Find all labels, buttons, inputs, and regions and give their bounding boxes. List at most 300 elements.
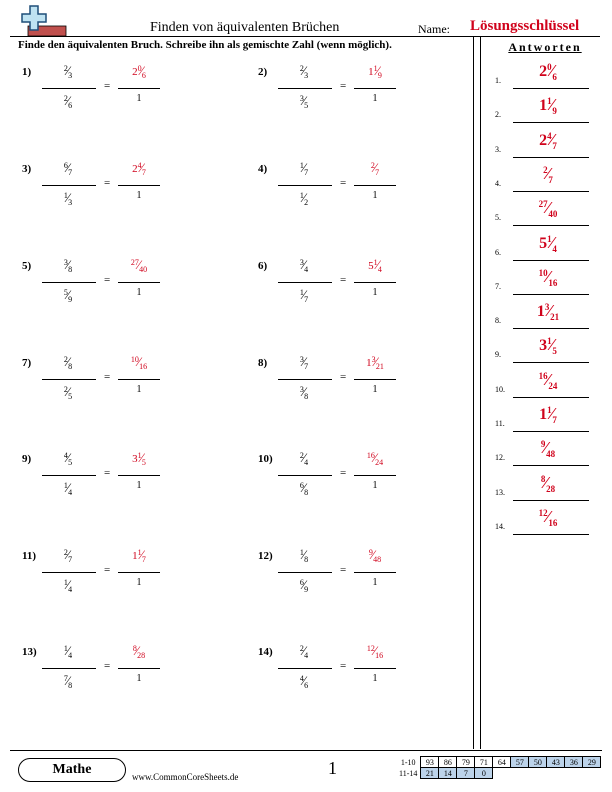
numerator: 1: [373, 258, 378, 267]
answer-fraction-bar: [118, 475, 160, 476]
denominator: 40: [548, 209, 558, 220]
complex-fraction-bar: [42, 88, 96, 89]
answer-denominator: 1: [136, 93, 142, 104]
denominator: 5: [141, 458, 146, 467]
answer-fraction: [539, 232, 557, 254]
whole-number: 5: [368, 260, 374, 272]
denominator: 3: [68, 71, 73, 80]
problem-bottom-fraction: [284, 672, 324, 694]
numerator: 9: [368, 548, 373, 557]
score-cell: 93: [421, 757, 439, 768]
problem-answer: [118, 449, 160, 471]
numerator: 1: [299, 288, 304, 297]
answer-key-value: [513, 302, 583, 321]
complex-fraction-bar: [278, 668, 332, 669]
denominator: 7: [304, 362, 309, 371]
problem: [22, 642, 222, 702]
complex-fraction-bar: [42, 282, 96, 283]
fraction-slash: ⁄: [66, 643, 70, 658]
problem-bottom-fraction: [48, 92, 88, 114]
answer-key-line: [513, 225, 589, 226]
problem-answer: [118, 159, 160, 181]
numerator: 7: [63, 674, 68, 683]
denominator: 48: [546, 449, 556, 460]
answer-key-row: [495, 508, 595, 538]
problem-bottom-fraction: [48, 189, 88, 211]
fraction-slash: ⁄: [66, 160, 70, 175]
problem-number: 13): [22, 646, 37, 658]
fraction-slash: ⁄: [546, 198, 550, 218]
problem-number: 4): [258, 163, 268, 175]
fraction-slash: ⁄: [546, 506, 550, 526]
answer-fraction-bar: [118, 185, 160, 186]
numerator: 1: [299, 161, 304, 170]
fraction: [299, 354, 309, 371]
denominator: 7: [141, 168, 146, 177]
numerator: 2: [299, 64, 304, 73]
fraction-slash: ⁄: [302, 287, 306, 302]
fraction-slash: ⁄: [302, 577, 306, 592]
score-cell: 29: [583, 757, 601, 768]
denominator: 6: [141, 71, 146, 80]
numerator: 0: [137, 64, 142, 73]
answer-key-line: [513, 431, 589, 432]
numerator: 3: [299, 385, 304, 394]
denominator: 6: [552, 72, 557, 82]
answer-key-number: 11.: [495, 419, 505, 428]
denominator: 7: [68, 168, 73, 177]
fraction: [299, 643, 309, 660]
answer-key-value: [513, 474, 583, 493]
complex-fraction-bar: [278, 282, 332, 283]
fraction-slash: ⁄: [66, 354, 70, 369]
fraction: [63, 384, 73, 401]
problem-number: 11): [22, 550, 37, 562]
fraction: [63, 190, 73, 207]
page-title: Finden von äquivalenten Brüchen: [150, 20, 340, 35]
fraction: [299, 63, 309, 80]
fraction: [63, 673, 73, 690]
whole-number: 1: [368, 66, 374, 78]
answer-denominator: 1: [136, 577, 142, 588]
score-table: [397, 756, 601, 779]
answer-fraction-bar: [354, 379, 396, 380]
denominator: 4: [68, 585, 73, 594]
denominator: 16: [375, 651, 384, 660]
answer-denominator: 1: [372, 93, 378, 104]
denominator: 8: [304, 392, 309, 401]
numerator: 2: [370, 161, 375, 170]
complex-fraction-bar: [42, 668, 96, 669]
numerator: 2: [63, 385, 68, 394]
fraction: [63, 257, 73, 274]
numerator: 12: [538, 507, 548, 518]
score-cell: 50: [529, 757, 547, 768]
site-url: www.CommonCoreSheets.de: [132, 772, 239, 782]
problem: [258, 353, 458, 413]
problem-bottom-fraction: [284, 286, 324, 308]
fraction-slash: ⁄: [544, 472, 548, 492]
numerator: 9: [540, 439, 546, 450]
problem-top-fraction: [284, 642, 324, 664]
fraction-slash: ⁄: [66, 577, 70, 592]
answer-key-line: [513, 157, 589, 158]
answer-key-line: [513, 397, 589, 398]
numerator: 1: [547, 336, 552, 347]
answer-key-line: [513, 88, 589, 89]
denominator: 16: [548, 517, 558, 528]
problem: [258, 256, 458, 316]
numerator: 2: [299, 451, 304, 460]
answer-key-number: 9.: [495, 350, 501, 360]
fraction: [299, 384, 309, 401]
problem-top-fraction: [48, 256, 88, 278]
answer-fraction: [366, 354, 384, 371]
footer-divider: [10, 750, 602, 751]
answer-fraction: [540, 472, 556, 494]
fraction-slash: ⁄: [550, 404, 554, 423]
score-cell: 86: [439, 757, 457, 768]
problem-top-fraction: [48, 642, 88, 664]
denominator: 48: [373, 555, 382, 564]
answer-key-number: 3.: [495, 144, 501, 154]
answer-fraction: [538, 266, 558, 288]
equals-sign: =: [340, 177, 347, 189]
answer-key-row: [495, 268, 595, 298]
answer-fraction-bar: [354, 668, 396, 669]
fraction-slash: ⁄: [140, 63, 143, 78]
score-cell: 43: [547, 757, 565, 768]
fraction-slash: ⁄: [302, 547, 306, 562]
answer-key-number: 12.: [495, 453, 505, 463]
score-range-label: 11-14: [399, 768, 418, 778]
answer-key-value: [513, 131, 583, 150]
answer-denominator: 1: [372, 480, 378, 491]
complex-fraction-bar: [42, 379, 96, 380]
answer-fraction: [132, 160, 146, 177]
equals-sign: =: [104, 564, 111, 576]
answer-fraction-bar: [118, 379, 160, 380]
answer-key-value: [513, 165, 583, 184]
answer-key-value: [513, 336, 583, 355]
whole-number: 1: [132, 550, 138, 562]
equals-sign: =: [340, 274, 347, 286]
answer-key-value: [513, 508, 583, 527]
score-cell: 21: [421, 768, 439, 779]
equals-sign: =: [104, 80, 111, 92]
fraction: [63, 450, 73, 467]
fraction: [63, 63, 73, 80]
denominator: 8: [68, 362, 73, 371]
fraction: [63, 354, 73, 371]
fraction-slash: ⁄: [302, 450, 306, 465]
denominator: 28: [137, 651, 146, 660]
denominator: 6: [68, 101, 73, 110]
problem: [22, 353, 222, 413]
header-divider: [10, 36, 600, 37]
answer-fraction: [539, 335, 557, 357]
problem-top-fraction: [48, 546, 88, 568]
numerator: 16: [366, 451, 375, 460]
equals-sign: =: [104, 371, 111, 383]
problem-answer: [354, 642, 396, 664]
answer-fraction: [543, 163, 553, 185]
fraction-slash: ⁄: [137, 354, 141, 369]
problem-answer: [118, 353, 160, 375]
fraction-slash: ⁄: [376, 257, 379, 272]
denominator: 7: [304, 295, 309, 304]
denominator: 7: [141, 555, 146, 564]
answer-key-row: [495, 405, 595, 435]
denominator: 3: [68, 198, 73, 207]
numerator: 8: [132, 644, 137, 653]
denominator: 9: [304, 585, 309, 594]
whole-number: 1: [539, 97, 548, 115]
numerator: 27: [538, 199, 548, 210]
problem-number: 2): [258, 66, 268, 78]
problem-number: 8): [258, 357, 268, 369]
fraction: [299, 190, 309, 207]
instructions: Finde den äquivalenten Bruch. Schreibe ihn als gemischte Zahl (wenn möglich).: [18, 39, 392, 51]
complex-fraction-bar: [42, 572, 96, 573]
answer-fraction: [536, 301, 560, 323]
answer-fraction-bar: [118, 282, 160, 283]
numerator: 8: [540, 473, 546, 484]
complex-fraction-bar: [278, 475, 332, 476]
fraction-slash: ⁄: [548, 301, 552, 321]
answer-key-number: 2.: [495, 110, 501, 120]
answer-denominator: 1: [136, 384, 142, 395]
problem-answer: [354, 449, 396, 471]
score-cell: 71: [475, 757, 493, 768]
problem-bottom-fraction: [284, 383, 324, 405]
answer-fraction-bar: [354, 282, 396, 283]
whole-number: 1: [366, 357, 372, 369]
numerator: 3: [299, 355, 304, 364]
numerator: 1: [547, 233, 552, 244]
fraction-slash: ⁄: [550, 61, 554, 80]
denominator: 8: [68, 265, 73, 274]
denominator: 7: [304, 168, 309, 177]
answer-fraction: [368, 257, 382, 274]
denominator: 5: [552, 346, 557, 357]
score-cell: 7: [457, 768, 475, 779]
numerator: 2: [543, 164, 548, 175]
denominator: 5: [304, 101, 309, 110]
numerator: 2: [63, 548, 68, 557]
numerator: 2: [63, 94, 68, 103]
numerator: 2: [63, 355, 68, 364]
score-cell: 79: [457, 757, 475, 768]
answer-fraction: [538, 198, 558, 220]
answer-key-number: 14.: [495, 521, 505, 531]
answer-fraction: [368, 547, 382, 564]
denominator: 21: [375, 362, 384, 371]
answer-key-row: [495, 474, 595, 504]
answer-fraction-bar: [354, 572, 396, 573]
brand-badge: Mathe: [18, 758, 126, 782]
fraction: [63, 160, 73, 177]
answer-fraction: [540, 438, 556, 460]
answer-key-value: [513, 439, 583, 458]
answer-denominator: 1: [136, 480, 142, 491]
problem-bottom-fraction: [284, 479, 324, 501]
whole-number: 2: [132, 163, 138, 175]
score-range-label: 1-10: [400, 757, 416, 767]
fraction-slash: ⁄: [66, 93, 70, 108]
fraction-slash: ⁄: [546, 369, 550, 389]
fraction: [63, 480, 73, 497]
answer-denominator: 1: [372, 287, 378, 298]
answer-fraction: [539, 95, 557, 117]
answer-denominator: 1: [136, 190, 142, 201]
fraction-slash: ⁄: [135, 643, 139, 658]
answer-denominator: 1: [136, 287, 142, 298]
answer-fraction: [132, 643, 146, 660]
denominator: 7: [375, 168, 380, 177]
fraction-slash: ⁄: [373, 160, 377, 175]
problem-top-fraction: [284, 449, 324, 471]
problem-top-fraction: [284, 256, 324, 278]
problem-bottom-fraction: [284, 576, 324, 598]
problem-answer: [118, 546, 160, 568]
fraction-slash: ⁄: [302, 643, 306, 658]
problem-number: 10): [258, 453, 273, 465]
score-row: [397, 768, 601, 779]
fraction: [299, 257, 309, 274]
problem-top-fraction: [284, 62, 324, 84]
score-cell: 57: [511, 757, 529, 768]
whole-number: 2: [132, 66, 138, 78]
answer-fraction-bar: [354, 475, 396, 476]
whole-number: 2: [539, 131, 548, 149]
denominator: 4: [304, 265, 309, 274]
denominator: 6: [304, 681, 309, 690]
fraction-slash: ⁄: [550, 129, 554, 149]
problem-answer: [354, 62, 396, 84]
denominator: 16: [548, 277, 558, 288]
numerator: 6: [63, 161, 68, 170]
numerator: 3: [371, 355, 376, 364]
score-cell: 64: [493, 757, 511, 768]
numerator: 5: [63, 288, 68, 297]
page-number: 1: [328, 758, 337, 778]
fraction: [63, 287, 73, 304]
answer-key-row: [495, 62, 595, 92]
whole-number: 5: [539, 234, 548, 252]
answer-fraction-bar: [118, 572, 160, 573]
answer-fraction: [366, 450, 384, 467]
numerator: 1: [63, 191, 68, 200]
answer-fraction: [370, 160, 380, 177]
answer-key-line: [513, 534, 589, 535]
answer-key-value: [513, 96, 583, 115]
numerator: 3: [299, 258, 304, 267]
problem-bottom-fraction: [48, 672, 88, 694]
answer-key-number: 5.: [495, 213, 501, 223]
equals-sign: =: [104, 274, 111, 286]
problem-bottom-fraction: [48, 576, 88, 598]
problem-number: 9): [22, 453, 32, 465]
fraction-slash: ⁄: [550, 95, 554, 115]
equals-sign: =: [340, 467, 347, 479]
fraction-slash: ⁄: [302, 257, 306, 272]
denominator: 7: [552, 140, 557, 151]
fraction-slash: ⁄: [302, 480, 306, 495]
fraction-slash: ⁄: [302, 673, 306, 688]
problem-number: 14): [258, 646, 273, 658]
denominator: 7: [548, 174, 553, 185]
problem: [22, 256, 222, 316]
numerator: 12: [366, 644, 375, 653]
answer-key-row: [495, 439, 595, 469]
fraction: [63, 93, 73, 110]
answer-key-line: [513, 328, 589, 329]
numerator: 1: [137, 548, 142, 557]
complex-fraction-bar: [278, 379, 332, 380]
answer-key-row: [495, 165, 595, 195]
answer-key-row: [495, 371, 595, 401]
answer-fraction: [366, 643, 384, 660]
numerator: 2: [63, 64, 68, 73]
problem-bottom-fraction: [48, 383, 88, 405]
fraction-slash: ⁄: [550, 232, 554, 252]
answer-denominator: 1: [372, 190, 378, 201]
numerator: 3: [544, 302, 550, 313]
numerator: 1: [63, 578, 68, 587]
denominator: 5: [68, 392, 73, 401]
fraction: [299, 287, 309, 304]
answer-fraction-bar: [354, 88, 396, 89]
numerator: 10: [538, 267, 548, 278]
problem: [258, 62, 458, 122]
fraction-slash: ⁄: [302, 160, 306, 175]
problem-top-fraction: [284, 353, 324, 375]
problem: [258, 159, 458, 219]
fraction: [299, 577, 309, 594]
fraction-slash: ⁄: [302, 63, 306, 78]
problem: [22, 449, 222, 509]
fraction-slash: ⁄: [66, 547, 70, 562]
fraction-slash: ⁄: [66, 63, 70, 78]
answer-fraction: [130, 354, 148, 371]
denominator: 16: [139, 362, 148, 371]
problem-number: 3): [22, 163, 32, 175]
fraction-slash: ⁄: [373, 450, 377, 465]
problem-top-fraction: [48, 449, 88, 471]
denominator: 8: [68, 681, 73, 690]
answer-key-title: Lösungsschlüssel: [470, 18, 580, 34]
complex-fraction-bar: [42, 185, 96, 186]
fraction: [63, 577, 73, 594]
numerator: 1: [373, 64, 378, 73]
problem-answer: [118, 642, 160, 664]
problem-answer: [354, 546, 396, 568]
problem: [258, 449, 458, 509]
answer-fraction: [539, 129, 557, 151]
denominator: 40: [139, 265, 148, 274]
problem-answer: [354, 159, 396, 181]
answer-key-line: [513, 122, 589, 123]
answer-key-heading: Antworten: [508, 40, 582, 54]
numerator: 1: [63, 644, 68, 653]
denominator: 2: [304, 198, 309, 207]
answer-fraction-bar: [118, 668, 160, 669]
answer-fraction: [538, 506, 558, 528]
answer-key-number: 7.: [495, 281, 501, 291]
answer-key-value: [513, 371, 583, 390]
answer-fraction: [132, 547, 146, 564]
